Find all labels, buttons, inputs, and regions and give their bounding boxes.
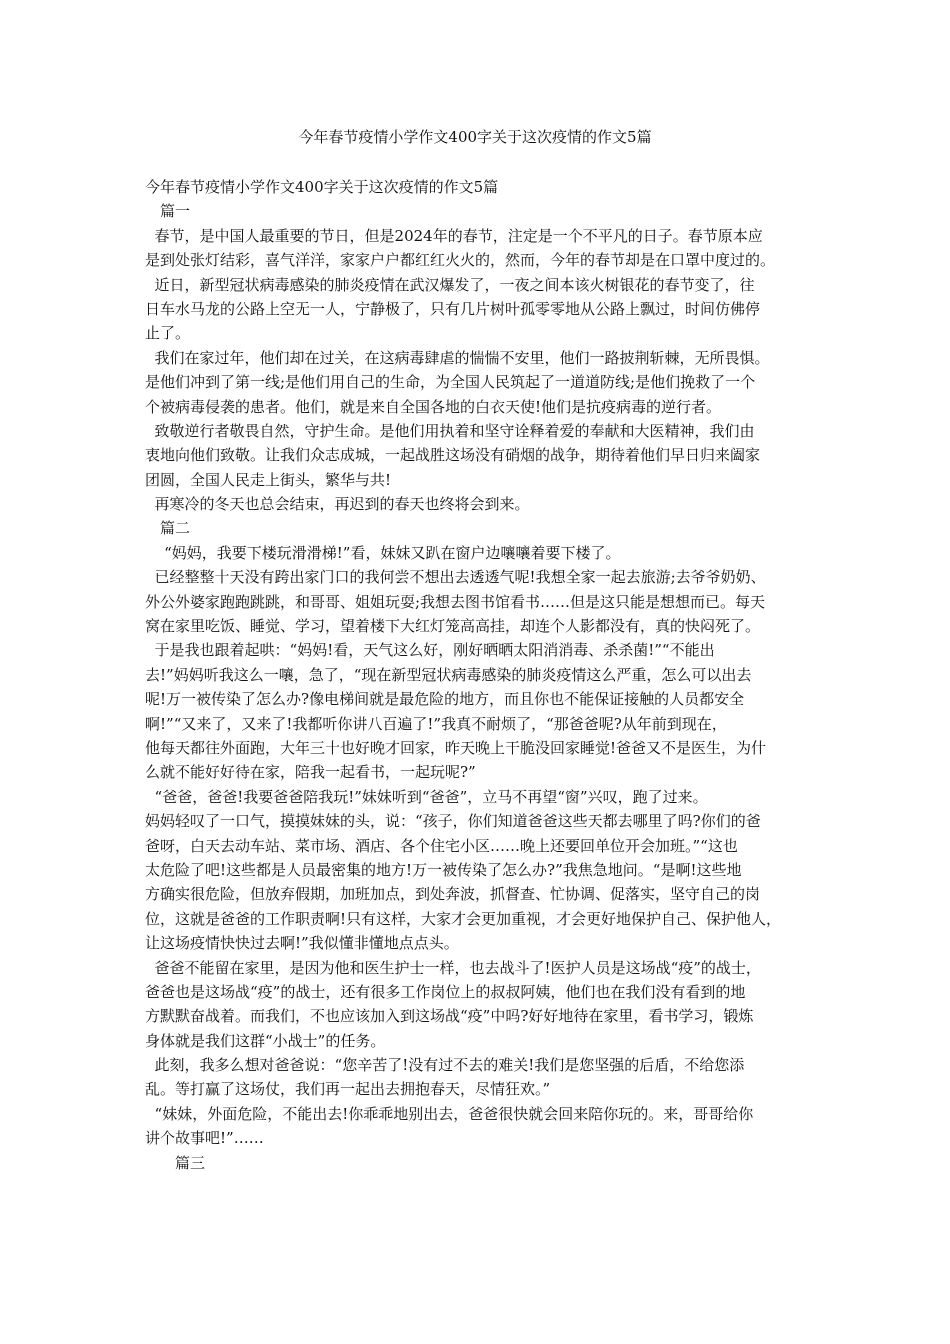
text-line: 乱。等打赢了这场仗，我们再一起出去拥抱春天，尽情狂欢。”: [145, 1080, 551, 1099]
text-line: 篇一: [160, 202, 191, 221]
text-line: 呢!万一被传染了怎么办?像电梯间就是最危险的地方，而且你也不能保证接触的人员都安全: [145, 690, 745, 709]
text-line: 团圆，全国人民走上街头，繁华与共!: [145, 470, 392, 489]
text-line: 篇三: [175, 1153, 206, 1172]
text-line: 篇二: [160, 519, 191, 538]
text-line: 个被病毒侵袭的患者。他们，就是来自全国各地的白衣天使!他们是抗疫病毒的逆行者。: [145, 397, 722, 416]
text-line: 妈妈轻叹了一口气，摸摸妹妹的头，说：“孩子，你们知道爸爸这些天都去哪里了吗?你们的爸: [145, 812, 761, 831]
text-line: 讲个故事吧!”……: [145, 1129, 264, 1148]
text-line: 止了。: [145, 324, 191, 343]
text-line: 他每天都往外面跑，大年三十也好晚才回家，昨天晚上干脆没回家睡觉!爸爸又不是医生，为什: [145, 738, 767, 757]
text-line: 此刻，我多么想对爸爸说：“您辛苦了!没有过不去的难关!我们是您坚强的后盾，不给您添: [145, 1056, 745, 1075]
text-line: 位，这就是爸爸的工作职责啊!只有这样，大家才会更加重视，才会更好地保护自己、保护他人，: [145, 909, 782, 928]
text-line: 已经整整十天没有跨出家门口的我何尝不想出去透透气呢!我想全家一起去旅游;去爷爷奶奶、: [145, 568, 766, 587]
text-line: 么就不能好好待在家，陪我一起看书，一起玩呢?”: [145, 763, 476, 782]
text-line: 是他们冲到了第一线;是他们用自己的生命，为全国人民筑起了一道道防线;是他们挽救了一个: [145, 373, 756, 392]
text-line: 我们在家过年，他们却在过关，在这病毒肆虐的惴惴不安里，他们一路披荆斩棘，无所畏惧。: [145, 348, 770, 367]
text-line: “妈妈，我要下楼玩滑滑梯!”看，妹妹又趴在窗户边嚷嚷着要下楼了。: [145, 543, 621, 562]
text-line: 衷地向他们致敬。让我们众志成城，一起战胜这场没有硝烟的战争，期待着他们早日归来阖家: [145, 446, 761, 465]
text-line: 致敬逆行者敬畏自然，守护生命。是他们用执着和坚守诠释着爱的奉献和大医精神，我们由: [145, 421, 755, 440]
document-body: [145, 175, 817, 1175]
text-line: 爸爸不能留在家里，是因为他和医生护士一样，也去战斗了!医护人员是这场战“疫”的战士，: [145, 958, 761, 977]
text-line: 日车水马龙的公路上空无一人，宁静极了，只有几片树叶孤零零地从公路上飘过，时间仿佛停: [145, 299, 761, 318]
text-line: 是到处张灯结彩，喜气洋洋，家家户户都红红火火的，然而，今年的春节却是在口罩中度过的。: [145, 251, 776, 270]
text-line: 啊!”“又来了，又来了!我都听你讲八百遍了!”我真不耐烦了，“那爸爸呢?从年前到现在，: [145, 714, 727, 733]
text-line: 方确实很危险，但放弃假期，加班加点，到处奔波，抓督查、忙协调、促落实，坚守自己的岗: [145, 885, 761, 904]
text-line: 爸呀，白天去动车站、菜市场、酒店、各个住宅小区……晚上还要回单位开会加班。”“这也: [145, 836, 738, 855]
text-line: 春节，是中国人最重要的节日，但是2024年的春节，注定是一个不平凡的日子。春节原本应: [145, 226, 763, 245]
text-line: 方默默奋战着。而我们，不也应该加入到这场战“疫”中吗?好好地待在家里，看书学习，锻炼: [145, 1007, 754, 1026]
text-line: 爸爸也是这场战“疫”的战士，还有很多工作岗位上的叔叔阿姨，他们也在我们没有看到的地: [145, 982, 746, 1001]
text-line: 去!”妈妈听我这么一嚷，急了，“现在新型冠状病毒感染的肺炎疫情这么严重，怎么可以出去: [145, 665, 752, 684]
text-line: 近日，新型冠状病毒感染的肺炎疫情在武汉爆发了，一夜之间本该火树银花的春节变了，往: [145, 275, 755, 294]
text-line: “爸爸，爸爸!我要爸爸陪我玩!”妹妹听到“爸爸”，立马不再望“窗”兴叹，跑了过来。: [145, 787, 708, 806]
text-line: 今年春节疫情小学作文400字关于这次疫情的作文5篇: [145, 178, 499, 196]
text-line: 再寒冷的冬天也总会结束，再迟到的春天也终将会到来。: [145, 495, 530, 514]
text-line: 太危险了吧!这些都是人员最密集的地方!万一被传染了怎么办?”我焦急地问。“是啊!这些地: [145, 860, 742, 879]
document-title: 今年春节疫情小学作文400字关于这次疫情的作文5篇: [298, 128, 652, 146]
text-line: 窝在家里吃饭、睡觉、学习，望着楼下大红灯笼高高挂，却连个人影都没有，真的快闷死了。: [145, 617, 761, 636]
text-line: 于是我也跟着起哄：“妈妈!看，天气这么好，刚好晒晒太阳消消毒、杀杀菌!”“不能出: [145, 641, 715, 660]
text-line: 外公外婆家跑跑跳跳，和哥哥、姐姐玩耍;我想去图书馆看书……但是这只能是想想而已。每天: [145, 592, 766, 611]
text-line: “妹妹，外面危险，不能出去!你乖乖地别出去，爸爸很快就会回来陪你玩的。来，哥哥给你: [145, 1104, 754, 1123]
text-line: 让这场疫情快快过去啊!”我似懂非懂地点点头。: [145, 934, 459, 953]
text-line: 身体就是我们这群“小战士”的任务。: [145, 1031, 386, 1050]
